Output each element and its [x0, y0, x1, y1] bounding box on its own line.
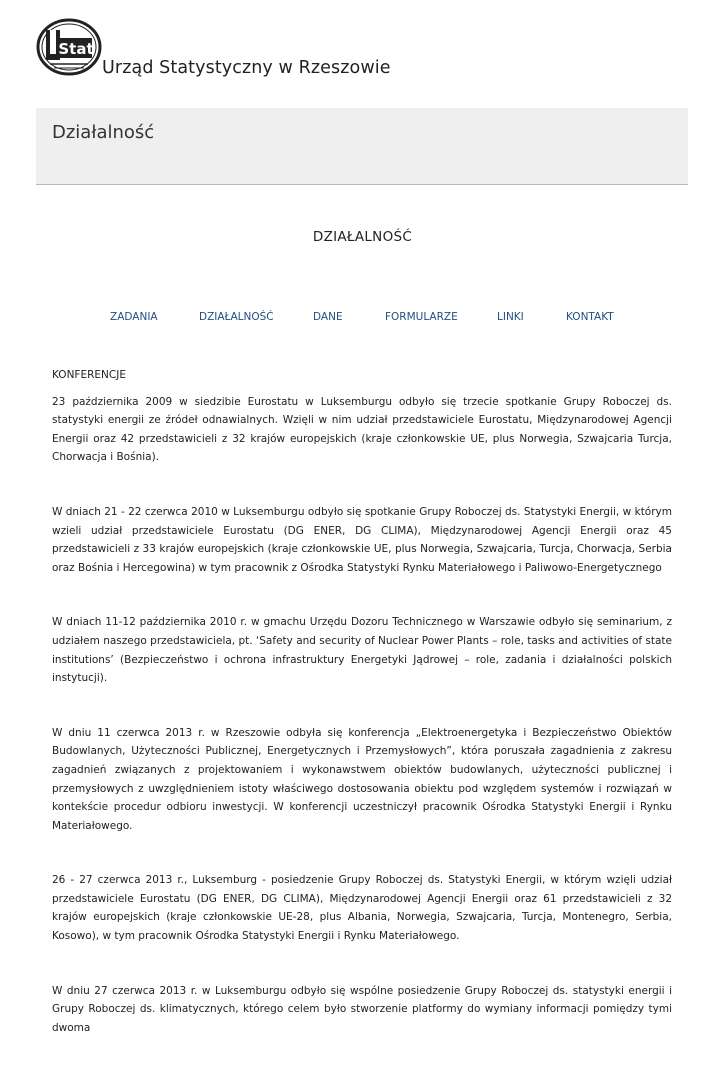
nav-item-linki[interactable]: LINKI — [497, 311, 524, 323]
content-paragraph: 26 - 27 czerwca 2013 r., Luksemburg - posiedzenie Grupy Roboczej ds. Statystyki Energii, w którym wzięli udział przedstawiciele Eurostatu (DG ENER, DG CLIMA), Międzynarodowej Agencji Energii oraz 61 przedstawicieli z 32 krajów europejskich (kraje członkowskie UE-28, plus Albania, Norwegia, Szwajcaria, Turcja, Montenegro, Serbia, Kosowo), w tym pracownik Ośrodka Statystyki Energii i Rynku Materiałowego. — [52, 874, 672, 943]
content-paragraph: 23 października 2009 w siedzibie Eurostatu w Luksemburgu odbyło się trzecie spotkanie Grupy Roboczej ds. statystyki energii ze źródeł odnawialnych. Wzięli w nim udział przedstawiciele Eurostatu, Międzynarodowej Agencji Energii oraz 42 przedstawicieli z 32 krajów europejskich (kraje członkowskie UE, plus Norwegia, Szwajcaria Turcja, Chorwacja i Bośnia). — [52, 395, 672, 464]
content-paragraph: W dniach 11-12 października 2010 r. w gmachu Urzędu Dozoru Technicznego w Warszawie odbyło się seminarium, z udziałem naszego przedstawiciela, pt. ‘Safety and security of Nuclear Power Plants – role, tasks and activities of state institutions’ (Bezpieczeństwo i ochrona infrastruktury Energetyki Jądrowej – role, zadania i działalności polskich instytucji). — [52, 616, 672, 685]
main-nav — [110, 311, 630, 327]
page-header — [36, 18, 696, 78]
ustat-logo[interactable] — [36, 18, 102, 76]
nav-item-dzialalnosc[interactable]: DZIAŁALNOŚĆ — [199, 311, 274, 323]
ustat-logo-graphic — [36, 18, 102, 76]
section-heading: DZIAŁALNOŚĆ — [312, 229, 413, 245]
logo-text: Stat — [58, 40, 94, 58]
content-label: KONFERENCJE — [52, 369, 126, 381]
page-title: Działalność — [52, 122, 155, 143]
nav-item-formularze[interactable]: FORMULARZE — [385, 311, 458, 323]
site-title: Urząd Statystyczny w Rzeszowie — [102, 58, 391, 78]
content-paragraph: W dniu 11 czerwca 2013 r. w Rzeszowie odbyła się konferencja „Elektroenergetyka i Bezpieczeństwo Obiektów Budowlanych, Użyteczności Publicznej, Energetycznych i Przemysłowych”, która poruszała zagadnienia z zakresu zagadnień związanych z projektowaniem i wykonawstwem obiektów budowlanych, użyteczności publicznej i przemysłowych z uwzględnieniem istoty właściwego dostosowania obiektu pod względem systemów i rozwiązań w kontekście procedur odbioru inwestycji. W konferencji uczestniczył pracownik Ośrodka Statystyki Energii i Rynku Materiałowego. — [52, 726, 672, 832]
nav-item-zadania[interactable]: ZADANIA — [110, 311, 158, 323]
content-paragraph: W dniach 21 - 22 czerwca 2010 w Luksemburgu odbyło się spotkanie Grupy Roboczej ds. Statystyki Energii, w którym wzieli udział przedstawiciele Eurostatu (DG ENER, DG CLIMA), Międzynarodowej Agencji Energii oraz 45 przedstawicieli z 33 krajów europejskich (kraje członkowskie UE, plus Norwegia, Szwajcaria, Turcja, Chorwacja, Serbia oraz Bośnia i Hercegowina) w tym pracownik z Ośrodka Statystyki Rynku Materiałowego i Paliwowo-Energetycznego — [52, 505, 672, 574]
nav-item-dane[interactable]: DANE — [313, 311, 343, 323]
page-banner — [36, 108, 688, 185]
content-area — [52, 366, 672, 1073]
content-paragraph: W dniu 27 czerwca 2013 r. w Luksemburgu odbyło się wspólne posiedzenie Grupy Roboczej ds. statystyki energii i Grupy Roboczej ds. klimatycznych, którego celem było stworzenie platformy do wymiany informacji pomiędzy tymi dwoma — [52, 984, 672, 1034]
nav-item-kontakt[interactable]: KONTAKT — [566, 311, 614, 323]
